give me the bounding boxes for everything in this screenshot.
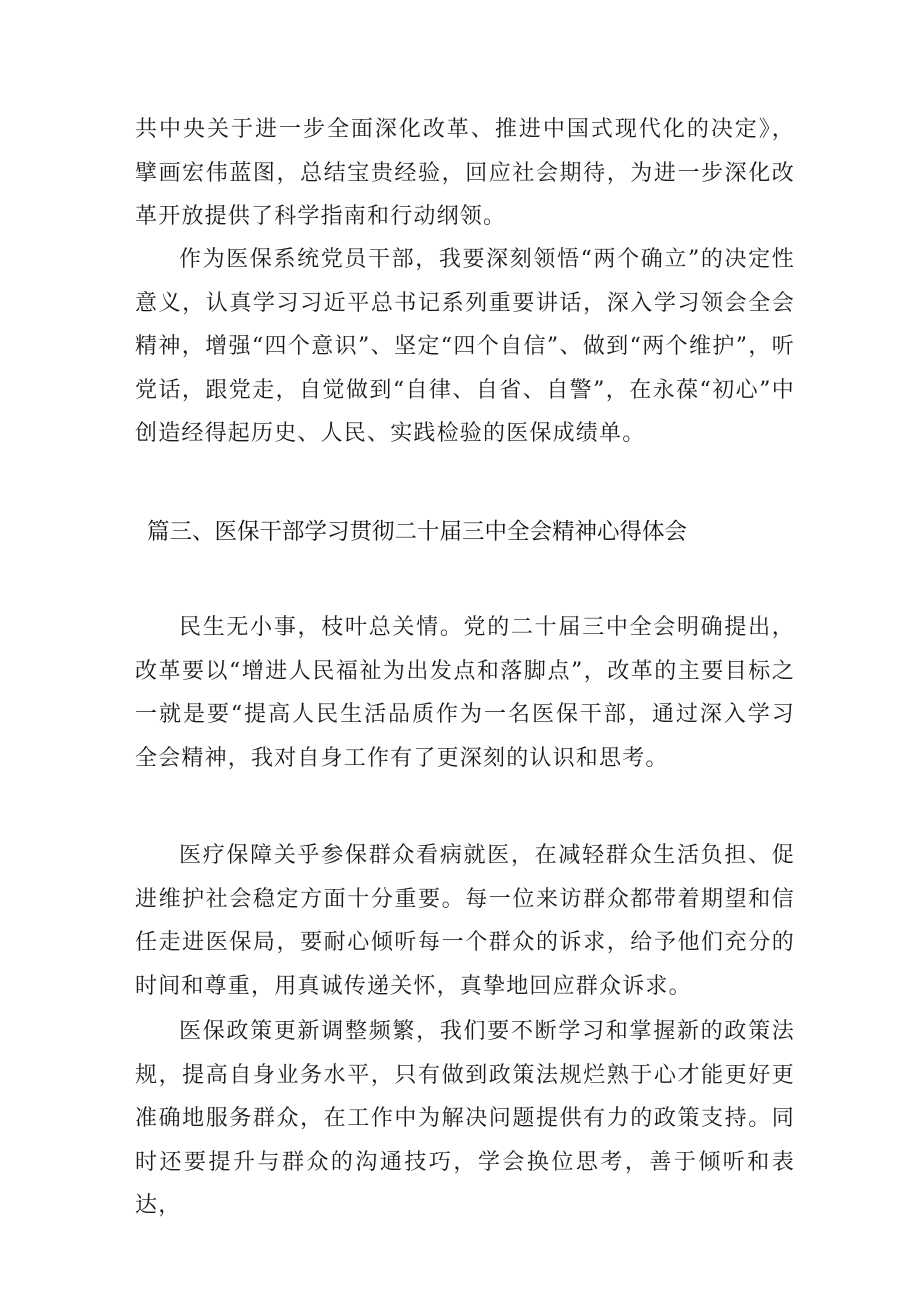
paragraph-continued-from-previous-page: 共中央关于进一步全面深化改革、推进中国式现代化的决定》，擘画宏伟蓝图，总结宝贵经验，回应社会期待，为进一步深化改革开放提供了科学指南和行动纲领。 [135,117,795,229]
paragraph-policy-learning: 医保政策更新调整频繁，我们要不断学习和掌握新的政策法规，提高自身业务水平，只有做到政策法规烂熟于心才能更好更准确地服务群众，在工作中为解决问题提供有力的政策支持。同时还要提升与群众的沟通技巧，学会换位思考，善于倾听和表达， [135,1019,795,1218]
paragraph-livelihood-intro: 民生无小事，枝叶总关情。党的二十届三中全会明确提出，改革要以“增进人民福祉为出发点和落脚点”，改革的主要目标之一就是要“提高人民生活品质作为一名医保干部，通过深入学习全会精神，我对自身工作有了更深刻的认识和思考。 [135,615,795,771]
paragraph-party-member-commitment: 作为医保系统党员干部，我要深刻领悟“两个确立”的决定性意义，认真学习习近平总书记系列重要讲话，深入学习领会全会精神，增强“四个意识”、坚定“四个自信”、做到“两个维护”，听党话，跟党走，自觉做到“自律、自省、自警”，在永葆“初心”中创造经得起历史、人民、实践检验的医保成绩单。 [135,247,795,446]
paragraph-medical-security: 医疗保障关乎参保群众看病就医，在减轻群众生活负担、促进维护社会稳定方面十分重要。每一位来访群众都带着期望和信任走进医保局，要耐心倾听每一个群众的诉求，给予他们充分的时间和尊重，用真诚传递关怀，真挚地回应群众诉求。 [135,843,795,999]
section-heading: 篇三、医保干部学习贯彻二十届三中全会精神心得体会 [147,519,688,545]
